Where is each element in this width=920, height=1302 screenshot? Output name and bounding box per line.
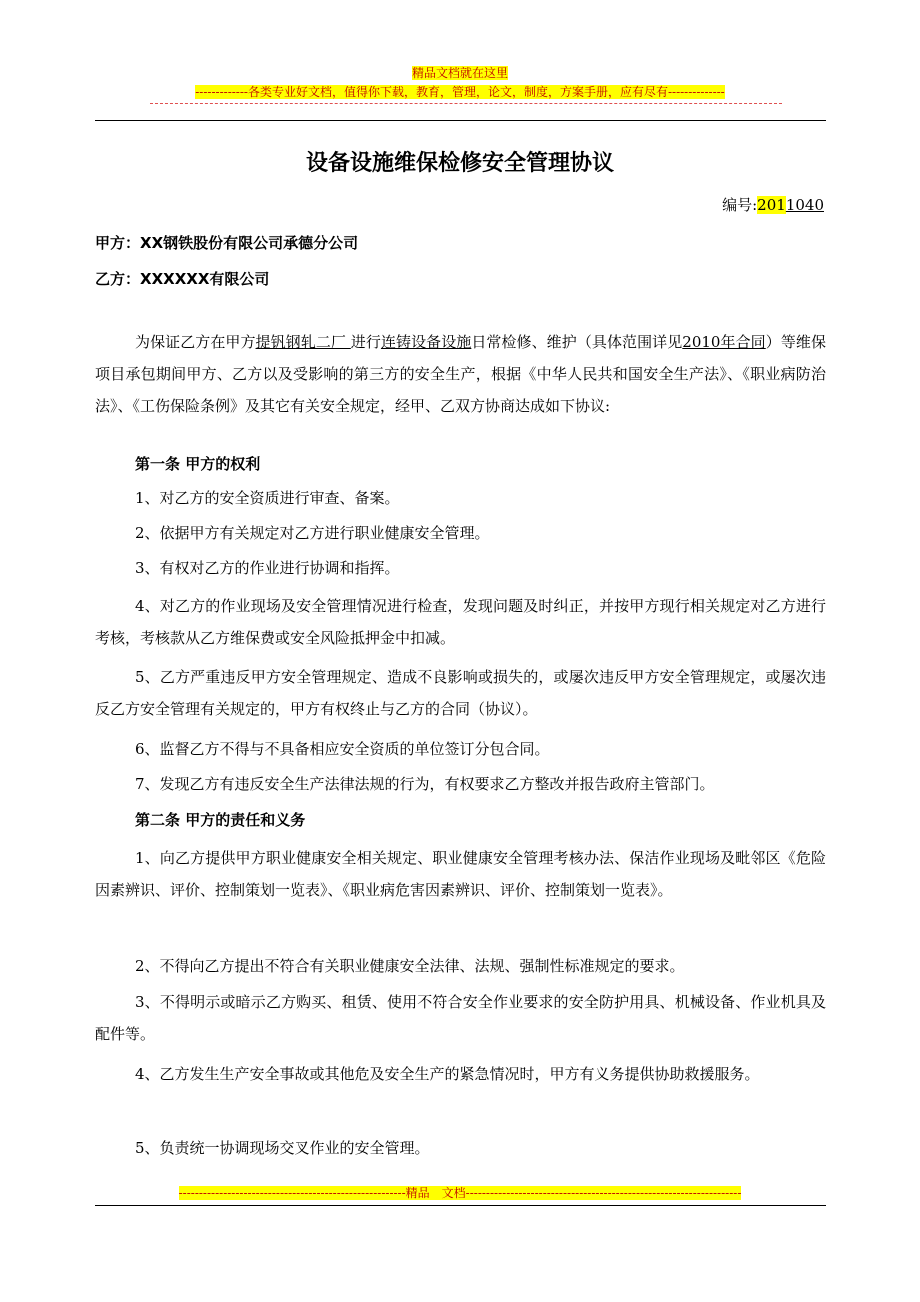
intro-text-2: 进行 xyxy=(350,333,381,351)
intro-text-3: 日常检修、维护（具体范围详见 xyxy=(471,333,683,351)
intro-equipment: 连铸设备设施 xyxy=(380,333,472,351)
header-slogan xyxy=(0,85,920,100)
serial-label: 编号: xyxy=(722,196,758,214)
art1-item-2: 2、依据甲方有关规定对乙方进行职业健康安全管理。 xyxy=(135,524,490,542)
document-serial xyxy=(722,194,824,216)
art1-item-7: 7、发现乙方有违反安全生产法律法规的行为，有权要求乙方整改并报告政府主管部门。 xyxy=(135,775,715,793)
art1-item-3: 3、有权对乙方的作业进行协调和指挥。 xyxy=(135,559,400,577)
article-1-title: 第一条 甲方的权利 xyxy=(135,455,261,473)
intro-plant: 提钒钢轧二厂 xyxy=(255,333,351,351)
header-dashed-divider xyxy=(150,103,782,104)
intro-text-1: 为保证乙方在甲方 xyxy=(135,333,256,351)
art1-item-6: 6、监督乙方不得与不具备相应安全资质的单位签订分包合同。 xyxy=(135,740,550,758)
intro-paragraph xyxy=(95,326,826,422)
header-rule xyxy=(95,120,826,121)
party-a: 甲方：XX钢铁股份有限公司承德分公司 xyxy=(95,234,359,252)
art2-item-1: 1、向乙方提供甲方职业健康安全相关规定、职业健康安全管理考核办法、保洁作业现场及毗邻区《危险因素辨识、评价、控制策划一览表》、《职业病危害因素辨识、评价、控制策划一览表》。 xyxy=(95,849,826,899)
art2-item-5: 5、负责统一协调现场交叉作业的安全管理。 xyxy=(135,1139,430,1157)
art2-item-3: 3、不得明示或暗示乙方购买、租赁、使用不符合安全作业要求的安全防护用具、机械设备、作业机具及配件等。 xyxy=(95,993,826,1043)
intro-text-4: ）等维保项目承包期间甲方、乙方以及受影响的第三方的安全生产，根据《中华人民共和国安全生产法》、《职业病防治法》、《工伤保险条例》及其它有关安全规定，经甲、乙双方协商达成如下协议: xyxy=(95,333,826,415)
header-banner-text: 精品文档就在这里 xyxy=(411,66,508,80)
article-2-title: 第二条 甲方的责任和义务 xyxy=(135,811,306,829)
serial-highlight: 201 xyxy=(757,196,786,214)
art2-item-4: 4、乙方发生生产安全事故或其他危及安全生产的紧急情况时，甲方有义务提供协助救援服务。 xyxy=(135,1065,760,1083)
party-b: 乙方：XXXXXX有限公司 xyxy=(95,270,270,288)
art1-item-4: 4、对乙方的作业现场及安全管理情况进行检查，发现问题及时纠正，并按甲方现行相关规定对乙方进行考核，考核款从乙方维保费或安全风险抵押金中扣减。 xyxy=(95,597,826,647)
footer-banner xyxy=(0,1186,920,1201)
serial-underlined: 1040 xyxy=(785,196,824,214)
art1-item-5: 5、乙方严重违反甲方安全管理规定、造成不良影响或损失的，或屡次违反甲方安全管理规定，或屡次违反乙方安全管理有关规定的，甲方有权终止与乙方的合同（协议）。 xyxy=(95,668,826,718)
document-title: 设备设施维保检修安全管理协议 xyxy=(305,151,614,176)
header-slogan-text: -------------各类专业好文档，值得你下载，教育，管理，论文，制度，方案手册，应有尽有-------------- xyxy=(195,85,725,99)
intro-contract: 2010年合同 xyxy=(682,333,766,351)
footer-rule xyxy=(95,1205,826,1206)
art1-item-1: 1、对乙方的安全资质进行审查、备案。 xyxy=(135,489,400,507)
art2-item-2: 2、不得向乙方提出不符合有关职业健康安全法律、法规、强制性标准规定的要求。 xyxy=(135,957,685,975)
header-banner xyxy=(0,66,920,81)
footer-banner-text: --------------------------------------------------------精品 文档-------------------------------------------------------------------- xyxy=(178,1186,742,1200)
